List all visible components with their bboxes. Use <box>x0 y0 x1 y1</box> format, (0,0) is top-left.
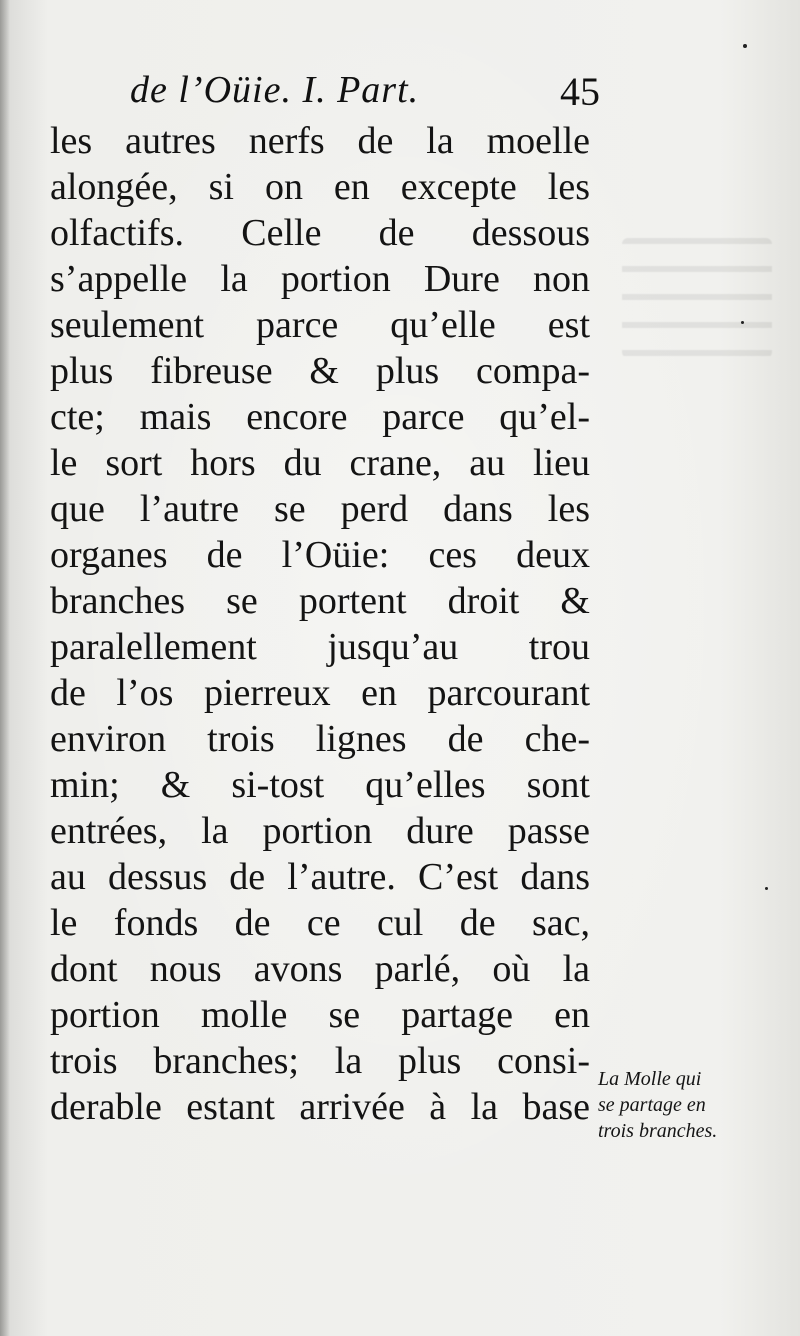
text-line: s’appelle la portion Dure non <box>50 258 590 300</box>
header-title: de l’Oüie. I. Part. <box>130 69 420 111</box>
text-line: alongée, si on en excepte les <box>50 166 590 208</box>
text-line: paralellement jusqu’au trou <box>50 626 590 668</box>
main-text-block <box>50 118 590 1158</box>
page-number: 45 <box>560 69 600 114</box>
text-line: derable estant arrivée à la base <box>50 1086 590 1128</box>
text-line: le sort hors du crane, au lieu <box>50 442 590 484</box>
margin-note-line: La Molle qui <box>598 1068 702 1090</box>
text-line: trois branches; la plus consi- <box>50 1040 590 1082</box>
margin-note-line: se partage en <box>598 1094 706 1116</box>
text-line: seulement parce qu’elle est <box>50 304 590 346</box>
text-line: que l’autre se perd dans les <box>50 488 590 530</box>
ink-speck <box>743 44 747 48</box>
text-line: dont nous avons parlé, où la <box>50 948 590 990</box>
text-line: au dessus de l’autre. C’est dans <box>50 856 590 898</box>
text-line: branches se portent droit & <box>50 580 590 622</box>
text-line: environ trois lignes de che- <box>50 718 590 760</box>
text-line: entrées, la portion dure passe <box>50 810 590 852</box>
show-through-text <box>622 238 772 358</box>
ink-speck <box>741 321 744 324</box>
text-line: cte; mais encore parce qu’el- <box>50 396 590 438</box>
text-line: plus fibreuse & plus compa- <box>50 350 590 392</box>
page-binding-edge <box>0 0 10 1336</box>
margin-note <box>598 1066 788 1166</box>
text-line: les autres nerfs de la moelle <box>50 120 590 162</box>
margin-note-line: trois branches. <box>598 1120 718 1142</box>
text-line: le fonds de ce cul de sac, <box>50 902 590 944</box>
text-line: de l’os pierreux en parcourant <box>50 672 590 714</box>
ink-speck <box>765 887 768 890</box>
text-line: portion molle se partage en <box>50 994 590 1036</box>
text-line: min; & si-tost qu’elles sont <box>50 764 590 806</box>
text-line: organes de l’Oüie: ces deux <box>50 534 590 576</box>
text-line: olfactifs. Celle de dessous <box>50 212 590 254</box>
